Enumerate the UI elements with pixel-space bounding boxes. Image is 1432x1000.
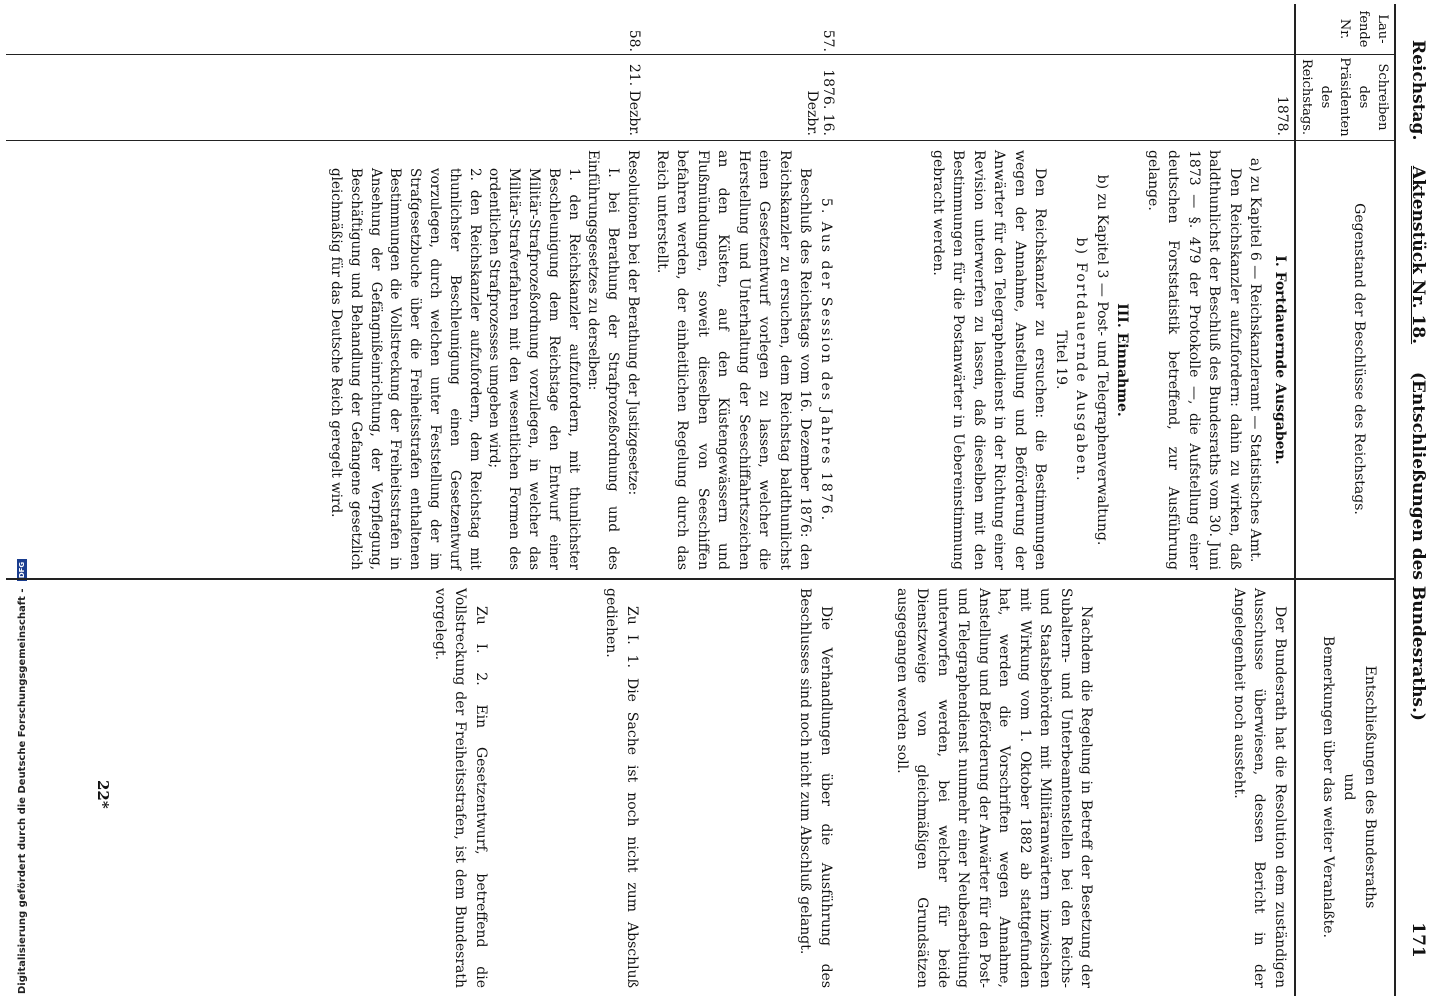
dfg-logo: DFG bbox=[17, 559, 27, 581]
col-head-schreiben-line: des bbox=[1318, 85, 1333, 109]
row3-entschl bbox=[430, 588, 643, 988]
entschl-I-2: Zu I. 2. Ein Gesetzentwurf, betreffend die Vollstreckung der Freiheitsstrafen, ist dem Bundesrath vorgelegt. bbox=[432, 588, 489, 988]
text-forststatistik: Den Reichskanzler aufzufordern: dahin zu wirken, daß baldthunlichst der Beschluß des Bundesraths vom 30. Juni 1873 — §. 479 der Protokolle —, die Aufstellung einer deutschen Forststatistik betreffend, zur Ausführung gelange. bbox=[1145, 150, 1243, 570]
table-head-rule bbox=[1295, 4, 1297, 996]
header-right: (Entschließungen des Bundesraths.) bbox=[1408, 371, 1428, 721]
row1-entschl bbox=[892, 588, 1291, 988]
entschl-seeschiffahrtszeichen: Die Verhandlungen über die Ausführung des Beschlusses sind noch nicht zum Abschluß gelangt. bbox=[797, 588, 834, 988]
text-resolution-I-1: 1. den Reichskanzler aufzufordern, mit thunlichster Beschleunigung dem Reichstage den Entwurf einer Militär-Strafprozeßordnung vorzulegen, in welcher das Militär-Strafverfahren mit den wesentlichen Formen des ordentlichen Strafprozesses umgeben wird; bbox=[486, 168, 582, 570]
col-head-schreiben-line: Reichstags. bbox=[1299, 58, 1314, 136]
heading-fortdauernde: I. Fortdauernde Ausgaben. bbox=[1272, 255, 1288, 465]
page-header bbox=[1398, 40, 1428, 970]
entschl-forststatistik: Der Bundesrath hat die Resolution dem zuständigen Ausschusse überwiesen, dessen Bericht in der Angelegenheit noch aussteht. bbox=[1231, 588, 1288, 988]
page-number: 171 bbox=[1408, 922, 1428, 958]
subheading-fortdauernde: b) Fortdauernde Ausgaben. bbox=[1073, 237, 1090, 483]
col-head-entschl-line: und bbox=[1341, 773, 1357, 801]
digitization-credit-text: Digitalisierung gefördert durch die Deutsche Forschungsgemeinschaft - bbox=[17, 588, 28, 994]
col-head-lfd bbox=[1335, 6, 1392, 52]
entschl-I-1: Zu I. 1. Die Sache ist noch nicht zum Abschluß gediehen. bbox=[603, 588, 640, 988]
col-head-schreiben-line: Präsidenten bbox=[1337, 57, 1352, 137]
row2-date: 1876. 16. Dezbr. bbox=[804, 69, 836, 136]
row3-content bbox=[325, 150, 642, 570]
header-aktenstueck: Aktenstück Nr. 18. bbox=[1408, 165, 1428, 345]
signature-mark: 22* bbox=[94, 780, 112, 809]
col-head-schreiben-line: Schreiben bbox=[1375, 63, 1390, 131]
col-head-gegenstand: Gegenstand der Beschlüsse des Reichstags. bbox=[1351, 203, 1367, 515]
row1-content bbox=[928, 150, 1291, 570]
col-head-lfd-line: Nr. bbox=[1337, 18, 1352, 40]
col-head-entschl-line: Bemerkungen über das weiter Veranlaßte. bbox=[1320, 636, 1336, 938]
heading-einnahme: III. Einnahme. bbox=[1114, 303, 1131, 417]
col-rule-3 bbox=[6, 578, 1396, 580]
kapitel-6: a) zu Kapitel 6 — Reichskanzleramt — Statistisches Amt. bbox=[1247, 157, 1264, 563]
col-head-schreiben bbox=[1297, 56, 1392, 138]
text-seeschiffahrtszeichen: Beschluß des Reichstags vom 16. Dezember 1876: den Reichskanzler zu ersuchen, dem Reichstag baldthunlichst einen Gesetzentwurf vorlegen zu lassen, welcher die Herstellung und Unterhaltung der Seeschiffahrtszeichen an den Küsten, auf den Küstengewässern und Flußmündungen, soweit dieselben von Seeschiffen befahren werden, der einheitlichen Regelung durch das Reich unterstellt. bbox=[654, 150, 814, 570]
text-resolution-I: I. bei Berathung der Strafprozeßordnung und des Einführungsgesetzes zu derselben: bbox=[585, 150, 622, 570]
col-head-entschl-line: Entschließungen des Bundesraths bbox=[1362, 665, 1378, 909]
entschl-telegraphendienst: Nachdem die Regelung in Betreff der Besetzung der Subaltern- und Unterbeamtenstellen bei den Reichs- und Staatsbehörden mit Militäranwärtern inzwischen mit Wirkung vom 1. Oktober 1882 ab stattgefunden hat, werden die Vorschriften wegen Annahme, Anstellung und Beförderung der Anwärter für den Post- und Telegraphendienst nunmehr einer Neubearbeitung unterworfen werden, bei welcher für beide Dienstzweige von gleichmäßigen Grundsätzen ausgegangen werden soll. bbox=[894, 588, 1095, 988]
col-head-entschliessungen bbox=[1317, 582, 1380, 992]
text-resolutionen-intro: Resolutionen bei der Berathung der Justizgesetze: bbox=[625, 150, 641, 496]
col-rule-1 bbox=[6, 54, 1396, 55]
kapitel-3: b) zu Kapitel 3 — Post- und Telegraphenverwaltung. bbox=[1094, 174, 1110, 546]
row2-entschl bbox=[795, 588, 836, 988]
heading-session-1876: 5. Aus der Session des Jahres 1876. bbox=[818, 197, 834, 523]
row1-date: 1878. bbox=[1274, 95, 1290, 136]
row2-nr: 57. bbox=[820, 29, 836, 52]
row2-content bbox=[652, 150, 837, 570]
text-resolution-I-2: 2. den Reichskanzler aufzufordern, dem Reichstag mit thunlichster Beschleunigung einen Gesetzentwurf vorzulegen, durch welchen unter Feststellung der im Strafgesetzbuche über die Freiheitsstrafen enthaltenen Bestimmungen die Vollstreckung der Freiheitsstrafen in Ansehung der Gefängnißeinrichtung, der Verpflegung, Beschäftigung und Behandlung der Gefangene gesetzlich gleichmäßig für das Deutsche Reich geregelt wird. bbox=[328, 168, 483, 570]
row3-date: 21. Dezbr. bbox=[626, 63, 642, 136]
header-left: Reichstag. bbox=[1408, 40, 1428, 141]
row3-nr: 58. bbox=[626, 29, 642, 52]
text-telegraphendienst: Den Reichskanzler zu ersuchen: die Bestimmungen wegen der Annahme, Anstellung und Beförderung der Anwärter für den Telegraphendienst in der Richtung einer Revision unterwerfen zu lassen, daß dieselben mit den Bestimmungen für die Postanwärter in Uebereinstimmung gebracht werden. bbox=[930, 150, 1049, 570]
table-top-rule bbox=[1394, 4, 1396, 996]
col-rule-2 bbox=[6, 140, 1396, 141]
col-head-schreiben-line: des bbox=[1356, 85, 1371, 109]
col-head-lfd-line: fende bbox=[1356, 10, 1371, 48]
col-head-lfd-line: Lau- bbox=[1375, 14, 1390, 44]
titel-19: Titel 19. bbox=[1053, 330, 1069, 390]
